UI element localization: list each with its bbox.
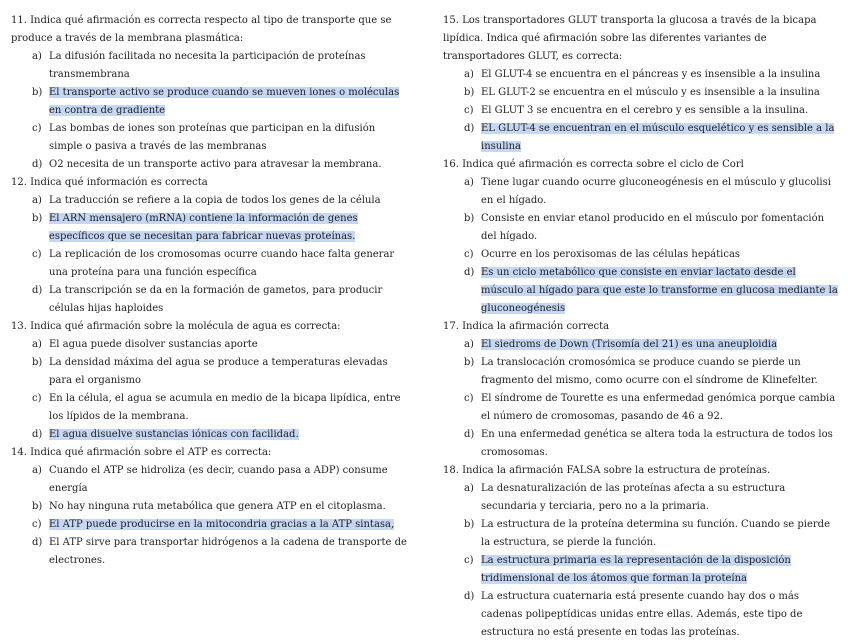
option-letter: c)	[464, 105, 474, 116]
option-item	[11, 516, 411, 534]
option-text: No hay ninguna ruta metabólica que genera ATP en el citoplasma.	[49, 501, 386, 512]
option-letter: b)	[464, 357, 475, 368]
option-text: La traducción se refiere a la copia de todos los genes de la célula	[49, 195, 381, 206]
option-letter: b)	[464, 213, 475, 224]
left-column	[11, 12, 411, 570]
option-letter: b)	[464, 519, 475, 530]
option-letter: c)	[464, 249, 474, 260]
option-item	[443, 210, 839, 246]
option-letter: b)	[32, 357, 43, 368]
option-item	[443, 246, 839, 264]
option-letter: d)	[464, 429, 475, 440]
highlighted-answer-text: La estructura primaria es la representación de la disposición tridimensional de los átomos que forman la proteína	[481, 555, 791, 584]
question-text: 11. Indica qué afirmación es correcta respecto al tipo de transporte que se produce a través de la membrana plasmática:	[11, 15, 392, 44]
option-text: Las bombas de iones son proteínas que participan en la difusión simple o pasiva a través de las membranas	[49, 123, 376, 152]
option-letter: c)	[464, 555, 474, 566]
option-letter: a)	[464, 177, 474, 188]
option-item	[11, 282, 411, 318]
option-text: La estructura de la proteína determina su función. Cuando se pierde la estructura, se pierde la función.	[481, 519, 830, 548]
question-block	[443, 156, 839, 318]
question-text: 16. Indica qué afirmación es correcta sobre el ciclo de Corl	[443, 159, 744, 170]
highlighted-answer-text: El transporte activo se produce cuando se mueven iones o moléculas en contra de gradiente	[49, 87, 400, 116]
question-block	[443, 462, 839, 642]
option-item	[443, 588, 839, 642]
question-block	[11, 174, 411, 318]
option-text: La difusión facilitada no necesita la participación de proteínas transmembrana	[49, 51, 366, 80]
option-item	[443, 66, 839, 84]
option-item	[11, 354, 411, 390]
option-item	[443, 354, 839, 390]
option-letter: d)	[32, 429, 43, 440]
option-text: En una enfermedad genética se altera toda la estructura de todos los cromosomas.	[481, 429, 833, 458]
highlighted-answer-text: Es un ciclo metabólico que consiste en enviar lactato desde el músculo al hígado para que este lo transforme en glucosa mediante la gluconeogénesis	[481, 267, 838, 314]
option-item	[443, 174, 839, 210]
option-text: La translocación cromosómica se produce cuando se pierde un fragmento del mismo, como ocurre con el síndrome de Klinefelter.	[481, 357, 818, 386]
option-item	[11, 498, 411, 516]
option-item	[11, 246, 411, 282]
option-letter: c)	[32, 393, 42, 404]
option-item	[443, 516, 839, 552]
option-letter: d)	[464, 267, 475, 278]
question-text: 15. Los transportadores GLUT transporta la glucosa a través de la bicapa lipídica. Indica qué afirmación sobre las diferentes variantes de transportadores GLUT, es correcta:	[443, 15, 817, 62]
option-text: Tiene lugar cuando ocurre gluconeogénesis en el músculo y glucolisi en el hígado.	[481, 177, 831, 206]
option-letter: a)	[32, 195, 42, 206]
option-text: La desnaturalización de las proteínas afecta a su estructura secundaria y terciaria, pero no a la primaria.	[481, 483, 786, 512]
option-letter: a)	[464, 339, 474, 350]
question-text: 18. Indica la afirmación FALSA sobre la estructura de proteínas.	[443, 465, 771, 476]
option-item	[11, 462, 411, 498]
option-item	[443, 120, 839, 156]
option-text: Cuando el ATP se hidroliza (es decir, cuando pasa a ADP) consume energía	[49, 465, 388, 494]
option-letter: c)	[464, 393, 474, 404]
option-text: El GLUT-4 se encuentra en el páncreas y es insensible a la insulina	[481, 69, 821, 80]
option-letter: d)	[32, 159, 43, 170]
option-letter: a)	[464, 69, 474, 80]
option-list	[11, 462, 411, 570]
option-text: El síndrome de Tourette es una enfermedad genómica porque cambia el número de cromosomas, pasando de 46 a 92.	[481, 393, 836, 422]
option-text: La estructura cuaternaria está presente cuando hay dos o más cadenas polipeptídicas unidas entre ellas. Además, este tipo de estructura no está presente en todas las proteínas.	[481, 591, 803, 638]
question-block	[11, 318, 411, 444]
option-item	[443, 84, 839, 102]
option-letter: a)	[32, 51, 42, 62]
highlighted-answer-text: El siedroms de Down (Trisomía del 21) es una aneuploidia	[481, 339, 778, 350]
option-list	[11, 192, 411, 318]
question-block	[443, 318, 839, 462]
option-text: La transcripción se da en la formación de gametos, para producir células hijas haploides	[49, 285, 383, 314]
option-letter: c)	[32, 249, 42, 260]
highlighted-answer-text: El ARN mensajero (mRNA) contiene la información de genes específicos que se necesitan para fabricar nuevas proteínas.	[49, 213, 358, 242]
option-text: La densidad máxima del agua se produce a temperaturas elevadas para el organismo	[49, 357, 388, 386]
option-letter: d)	[32, 285, 43, 296]
option-letter: d)	[464, 123, 475, 134]
option-item	[443, 480, 839, 516]
question-block	[443, 12, 839, 156]
option-item	[11, 426, 411, 444]
option-item	[11, 210, 411, 246]
option-item	[443, 390, 839, 426]
option-letter: d)	[32, 537, 43, 548]
question-block	[11, 12, 411, 174]
option-text: O2 necesita de un transporte activo para atravesar la membrana.	[49, 159, 382, 170]
option-item	[11, 390, 411, 426]
option-letter: c)	[32, 519, 42, 530]
option-item	[11, 84, 411, 120]
option-text: El agua puede disolver sustancias aporte	[49, 339, 258, 350]
option-item	[443, 552, 839, 588]
option-list	[443, 336, 839, 462]
question-text: 13. Indica qué afirmación sobre la molécula de agua es correcta:	[11, 321, 341, 332]
option-item	[443, 426, 839, 462]
option-text: La replicación de los cromosomas ocurre cuando hace falta generar una proteína para una función específica	[49, 249, 395, 278]
option-list	[443, 174, 839, 318]
option-item	[11, 192, 411, 210]
highlighted-answer-text: El agua disuelve sustancias iónicas con facilidad.	[49, 429, 299, 440]
option-letter: b)	[32, 87, 43, 98]
option-item	[11, 534, 411, 570]
question-text: 12. Indica qué información es correcta	[11, 177, 208, 188]
question-block	[11, 444, 411, 570]
question-text: 14. Indica qué afirmación sobre el ATP es correcta:	[11, 447, 272, 458]
option-letter: a)	[32, 339, 42, 350]
option-item	[443, 102, 839, 120]
option-list	[11, 48, 411, 174]
option-text: Consiste en enviar etanol producido en el músculo por fomentación del hígado.	[481, 213, 825, 242]
option-item	[11, 156, 411, 174]
option-text: En la célula, el agua se acumula en medio de la bicapa lipídica, entre los lípidos de la membrana.	[49, 393, 401, 422]
option-letter: d)	[464, 591, 475, 602]
option-text: Ocurre en los peroxisomas de las células hepáticas	[481, 249, 741, 260]
option-letter: a)	[464, 483, 474, 494]
right-column	[443, 12, 839, 642]
highlighted-answer-text: El ATP puede producirse en la mitocondria gracias a la ATP sintasa,	[49, 519, 395, 530]
option-item	[443, 264, 839, 318]
option-item	[443, 336, 839, 354]
highlighted-answer-text: EL GLUT-4 se encuentran en el músculo esquelético y es sensible a la insulina	[481, 123, 835, 152]
option-item	[11, 120, 411, 156]
option-letter: c)	[32, 123, 42, 134]
option-text: El GLUT 3 se encuentra en el cerebro y es sensible a la insulina.	[481, 105, 809, 116]
option-letter: b)	[32, 213, 43, 224]
question-text: 17. Indica la afirmación correcta	[443, 321, 610, 332]
option-letter: b)	[464, 87, 475, 98]
option-list	[443, 480, 839, 642]
option-text: El ATP sirve para transportar hidrógenos a la cadena de transporte de electrones.	[49, 537, 407, 566]
option-item	[11, 48, 411, 84]
option-text: EL GLUT-2 se encuentra en el músculo y es insensible a la insulina	[481, 87, 820, 98]
option-list	[11, 336, 411, 444]
option-letter: a)	[32, 465, 42, 476]
option-letter: b)	[32, 501, 43, 512]
option-item	[11, 336, 411, 354]
option-list	[443, 66, 839, 156]
